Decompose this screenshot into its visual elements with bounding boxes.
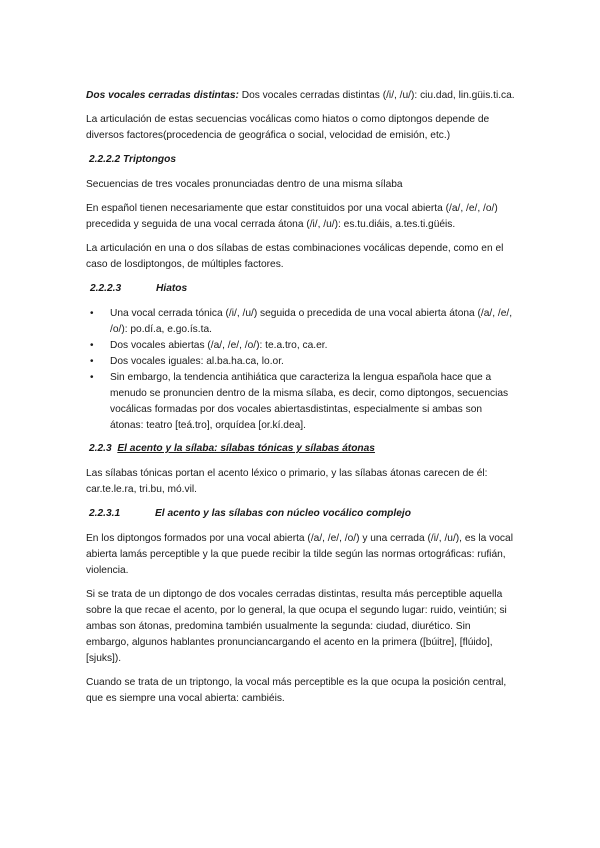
list-item: • Una vocal cerrada tónica (/i/, /u/) seguida o precedida de una vocal abierta átona (/a/, /e/, /o/): po.dí.a, e.go.ís.ta. xyxy=(90,308,513,335)
nucleo-p3: Cuando se trata de un triptongo, la vocal más perceptible es la que ocupa la posición central, que es siempre una vocal abierta: cambiéis. xyxy=(86,677,507,704)
acento-heading-number: 2.2.3 xyxy=(89,443,112,454)
bullet-icon: • xyxy=(90,308,94,319)
bullet-icon: • xyxy=(90,356,94,367)
acento-heading-title: El acento y la sílaba: sílabas tónicas y sílabas átonas xyxy=(117,443,375,454)
nucleo-p2: Si se trata de un diptongo de dos vocales cerradas distintas, resulta más perceptible aquella sobre la que recae el acento, por lo general, la que ocupa el segundo lugar: ruido, veintiún; si ambas son átonas, predomina también usualmente la segunda: ciudad, diurético. Sin embargo, algunos hablantes pronunciancargando el acento en la primera ([búitre], [flúido], [sjuks]). xyxy=(86,589,507,664)
list-item: • Dos vocales iguales: al.ba.ha.ca, lo.or. xyxy=(86,354,516,370)
nucleo-heading-title: El acento y las sílabas con núcleo vocálico complejo xyxy=(155,508,411,519)
triptongos-p1: Secuencias de tres vocales pronunciadas dentro de una misma sílaba xyxy=(86,179,403,190)
intro-text: Dos vocales cerradas distintas (/i/, /u/): ciu.dad, lin.güis.ti.ca. xyxy=(238,90,515,101)
nucleo-p1: En los diptongos formados por una vocal abierta (/a/, /e/, /o/) y una cerrada (/i/, /u/), es la vocal abierta lamás perceptible y la que puede recibir la tilde según las normas ortográficas: rufián, violencia. xyxy=(86,533,513,576)
triptongos-p2: En español tienen necesariamente que estar constituidos por una vocal abierta (/a/, /e/, /o/) precedida y seguida de una vocal cerrada átona (/i/, /u/): es.tu.diáis, a.tes.ti.güéis. xyxy=(86,203,498,230)
bullet-icon: • xyxy=(90,372,94,383)
triptongos-heading: 2.2.2.2 Triptongos xyxy=(89,154,176,165)
nucleo-heading xyxy=(89,506,516,522)
acento-p1: Las sílabas tónicas portan el acento léxico o primario, y las sílabas átonas carecen de él: car.te.le.ra, tri.bu, mó.vil. xyxy=(86,468,488,495)
nucleo-heading-number: 2.2.3.1 xyxy=(89,508,121,519)
hiatos-heading-number: 2.2.2.3 xyxy=(90,283,122,294)
hiatos-heading-title: Hiatos xyxy=(156,283,188,294)
intro-lead: Dos vocales cerradas distintas: xyxy=(86,90,239,101)
triptongos-p3: La articulación en una o dos sílabas de estas combinaciones vocálicas depende, como en el caso de losdiptongos, de múltiples factores. xyxy=(86,243,504,270)
intro-paragraph xyxy=(86,88,516,104)
bullet-icon: • xyxy=(90,340,94,351)
hiatos-list xyxy=(86,306,516,434)
list-item: • Sin embargo, la tendencia antihiática que caracteriza la lengua española hace que a menudo se pronuncien dentro de la misma sílaba, es decir, como diptongos, secuencias vocálicas formadas por dos vocales abiertasdistintas, especialmente si ambas son átonas: teatro [teá.tro], orquídea [or.kí.dea]. xyxy=(90,372,509,431)
acento-heading xyxy=(89,441,516,457)
hiatos-heading xyxy=(90,281,516,297)
list-item: • Dos vocales abiertas (/a/, /e/, /o/): te.a.tro, ca.er. xyxy=(86,338,516,354)
articulacion-paragraph: La articulación de estas secuencias vocálicas como hiatos o como diptongos depende de diversos factores(procedencia de geográfica o social, velocidad de emisión, etc.) xyxy=(86,114,490,141)
